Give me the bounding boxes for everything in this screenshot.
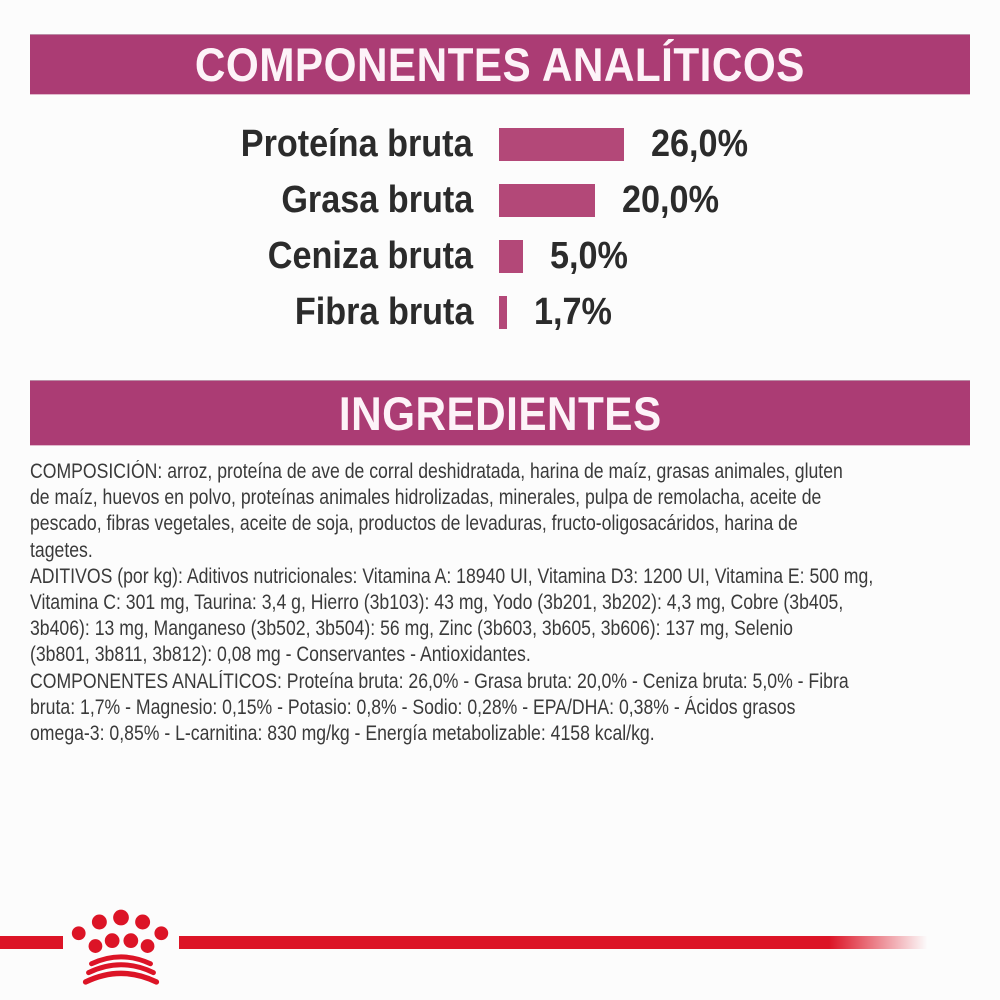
chart-value-ash: 5,0% <box>550 234 628 277</box>
chart-row-fibre <box>0 284 1000 340</box>
analytical-line: COMPONENTES ANALÍTICOS: Proteína bruta: 26,0% - Grasa bruta: 20,0% - Ceniza bruta: 5,0% - Fibra <box>30 669 849 693</box>
composition-line: COMPOSICIÓN: arroz, proteína de ave de corral deshidratada, harina de maíz, grasas animales, gluten <box>30 460 843 483</box>
chart-bar-ash <box>499 240 523 273</box>
chart-row-ash <box>0 228 1000 284</box>
chart-value-fat: 20,0% <box>622 178 719 221</box>
composition-line: tagetes. <box>30 538 93 562</box>
analytical-components-title: COMPONENTES ANALÍTICOS <box>195 38 805 91</box>
ingredients-header <box>30 381 970 445</box>
additives-line: (3b801, 3b811, 3b812): 0,08 mg - Conservantes - Antioxidantes. <box>30 643 531 667</box>
composition-line: pescado, fibras vegetales, aceite de soja, productos de levaduras, fructo-oligosacáridos, harina de <box>30 512 798 536</box>
ingredients-text-block <box>30 459 990 747</box>
chart-bar-fibre <box>499 296 507 329</box>
footer-rule-right <box>179 936 935 949</box>
chart-label-fibre: Fibra bruta <box>294 290 473 333</box>
chart-row-fat <box>0 172 1000 228</box>
chart-label-fat: Grasa bruta <box>281 178 473 221</box>
ingredients-title: INGREDIENTES <box>338 386 662 440</box>
chart-bar-fat <box>499 184 595 217</box>
footer-rule-left <box>0 936 63 949</box>
analytical-components-chart <box>0 116 1000 340</box>
additives-line: 3b406): 13 mg, Manganeso (3b502, 3b504): 56 mg, Zinc (3b603, 3b605, 3b606): 137 mg, Selenio <box>30 617 793 641</box>
analytical-line: bruta: 1,7% - Magnesio: 0,15% - Potasio: 0,8% - Sodio: 0,28% - EPA/DHA: 0,38% - Ácidos grasos <box>30 695 796 719</box>
chart-row-protein <box>0 116 1000 172</box>
chart-value-protein: 26,0% <box>650 122 748 165</box>
additives-line: ADITIVOS (por kg): Aditivos nutricionales: Vitamina A: 18940 UI, Vitamina D3: 1200 UI, Vitamina E: 500 mg, <box>30 564 874 588</box>
chart-value-fibre: 1,7% <box>534 290 613 333</box>
additives-line: Vitamina C: 301 mg, Taurina: 3,4 g, Hierro (3b103): 43 mg, Yodo (3b201, 3b202): 4,3 mg, Cobre (3b405, <box>30 590 844 614</box>
chart-label-ash: Ceniza bruta <box>267 234 473 277</box>
chart-bar-protein <box>499 128 624 161</box>
royal-canin-crown-logo <box>62 904 180 996</box>
chart-label-protein: Proteína bruta <box>241 122 473 165</box>
composition-line: de maíz, huevos en polvo, proteínas animales hidrolizadas, minerales, pulpa de remolacha, aceite de <box>30 486 822 510</box>
analytical-line: omega-3: 0,85% - L-carnitina: 830 mg/kg - Energía metabolizable: 4158 kcal/kg. <box>30 721 655 745</box>
analytical-components-header <box>30 35 970 94</box>
